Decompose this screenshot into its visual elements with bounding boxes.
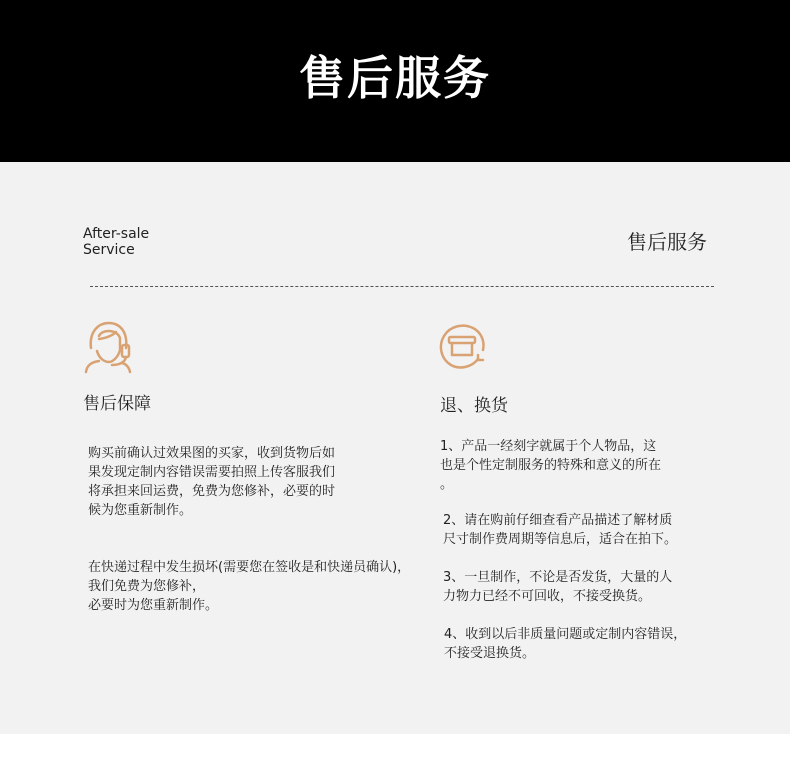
return-box-icon [436, 321, 488, 373]
text-line: 果发现定制内容错误需要拍照上传客服我们 [88, 465, 336, 480]
section-title-en-line2: Service [83, 242, 135, 258]
section-title-en [83, 226, 149, 258]
returns-paragraph-4 [444, 625, 686, 663]
returns-paragraph-2 [443, 511, 677, 549]
text-line: 候为您重新制作。 [88, 503, 193, 518]
text-line: 1、产品一经刻字就属于个人物品，这 [440, 439, 657, 454]
returns-paragraph-3 [443, 568, 672, 606]
header-banner [0, 0, 790, 162]
column-heading-returns: 退、换货 [440, 396, 508, 416]
text-line: 也是个性定制服务的特殊和意义的所在 [440, 458, 662, 473]
text-line: 尺寸制作费周期等信息后，适合在拍下。 [443, 532, 678, 547]
text-line: 必要时为您重新制作。 [88, 598, 219, 613]
text-line: 。 [440, 477, 454, 492]
customer-service-icon [82, 318, 134, 374]
text-line: 2、请在购前仔细查看产品描述了解材质 [443, 513, 673, 528]
text-line: 不接受退换货。 [444, 646, 536, 661]
text-line: 我们免费为您修补， [88, 579, 206, 594]
section-title-en-line1: After-sale [83, 226, 150, 242]
text-line: 在快递过程中发生损坏(需要您在签收是和快递员确认)， [88, 560, 411, 575]
returns-paragraph-1 [440, 437, 661, 494]
column-heading-guarantee: 售后保障 [83, 394, 151, 414]
text-line: 购买前确认过效果图的买家，收到货物后如 [88, 446, 336, 461]
text-line: 3、一旦制作，不论是否发货，大量的人 [443, 570, 673, 585]
guarantee-paragraph-2 [88, 558, 410, 615]
page-title: 售后服务 [299, 51, 491, 105]
text-line: 力物力已经不可回收，不接受换货。 [443, 589, 652, 604]
text-line: 4、收到以后非质量问题或定制内容错误， [444, 627, 687, 642]
section-title-cn: 售后服务 [627, 230, 707, 254]
guarantee-paragraph-1 [88, 444, 335, 520]
text-line: 将承担来回运费，免费为您修补，必要的时 [88, 484, 336, 499]
dashed-divider [90, 286, 714, 287]
